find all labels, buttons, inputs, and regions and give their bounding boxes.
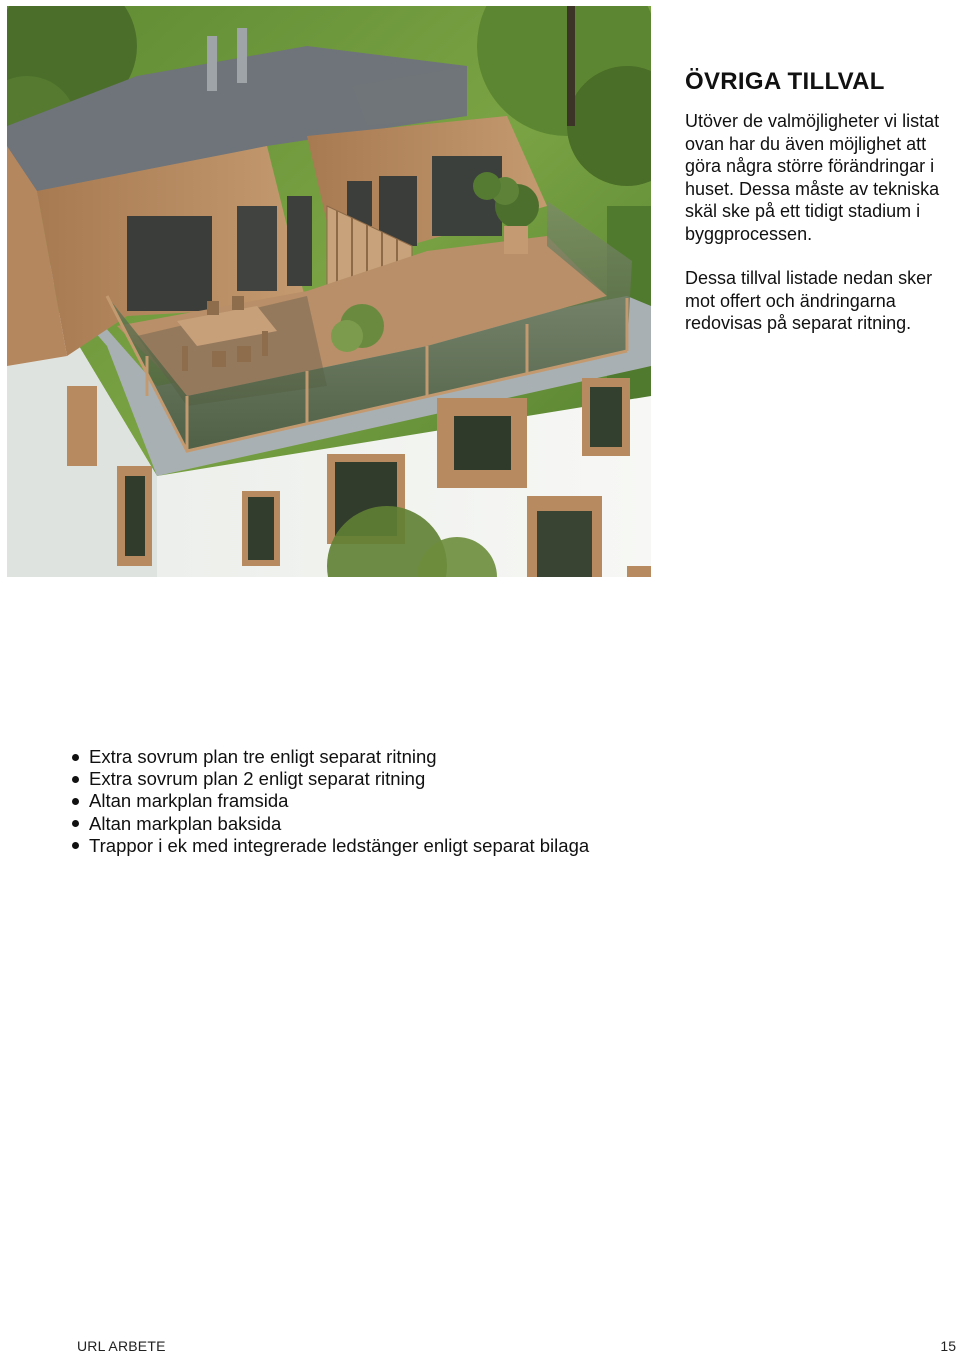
list-item — [72, 835, 589, 857]
list-item-text: Altan markplan baksida — [89, 812, 282, 834]
list-item-text: Altan markplan framsida — [89, 790, 289, 812]
intro-paragraph: Utöver de valmöjligheter vi listat ovan har du även möjlighet att göra några större förändringar i huset. Dessa måste av tekniska skäl ske på ett tidigt stadium i byggprocessen. — [685, 111, 940, 244]
list-item — [72, 768, 589, 790]
bullet-icon — [72, 776, 79, 783]
page-number: 15 — [940, 1338, 956, 1354]
bullet-icon — [72, 754, 79, 761]
bullet-icon — [72, 798, 79, 805]
footer-label: URL ARBETE — [77, 1338, 166, 1354]
list-item-text: Trappor i ek med integrerade ledstänger enligt separat bilaga — [89, 834, 590, 856]
sidebar-text — [685, 66, 957, 357]
options-list — [72, 746, 589, 857]
list-item-text: Extra sovrum plan tre enligt separat ritning — [89, 746, 437, 767]
list-item-text: Extra sovrum plan 2 enligt separat ritning — [89, 768, 426, 790]
list-item — [72, 813, 589, 835]
list-item — [72, 746, 589, 768]
bullet-icon — [72, 820, 79, 827]
section-heading: ÖVRIGA TILLVAL — [685, 68, 885, 95]
offer-paragraph: Dessa tillval listade nedan sker mot offert och ändringarna redovisas på separat ritning. — [685, 268, 933, 333]
bullet-icon — [72, 842, 79, 849]
list-item — [72, 790, 589, 812]
house-render-image — [7, 6, 651, 577]
